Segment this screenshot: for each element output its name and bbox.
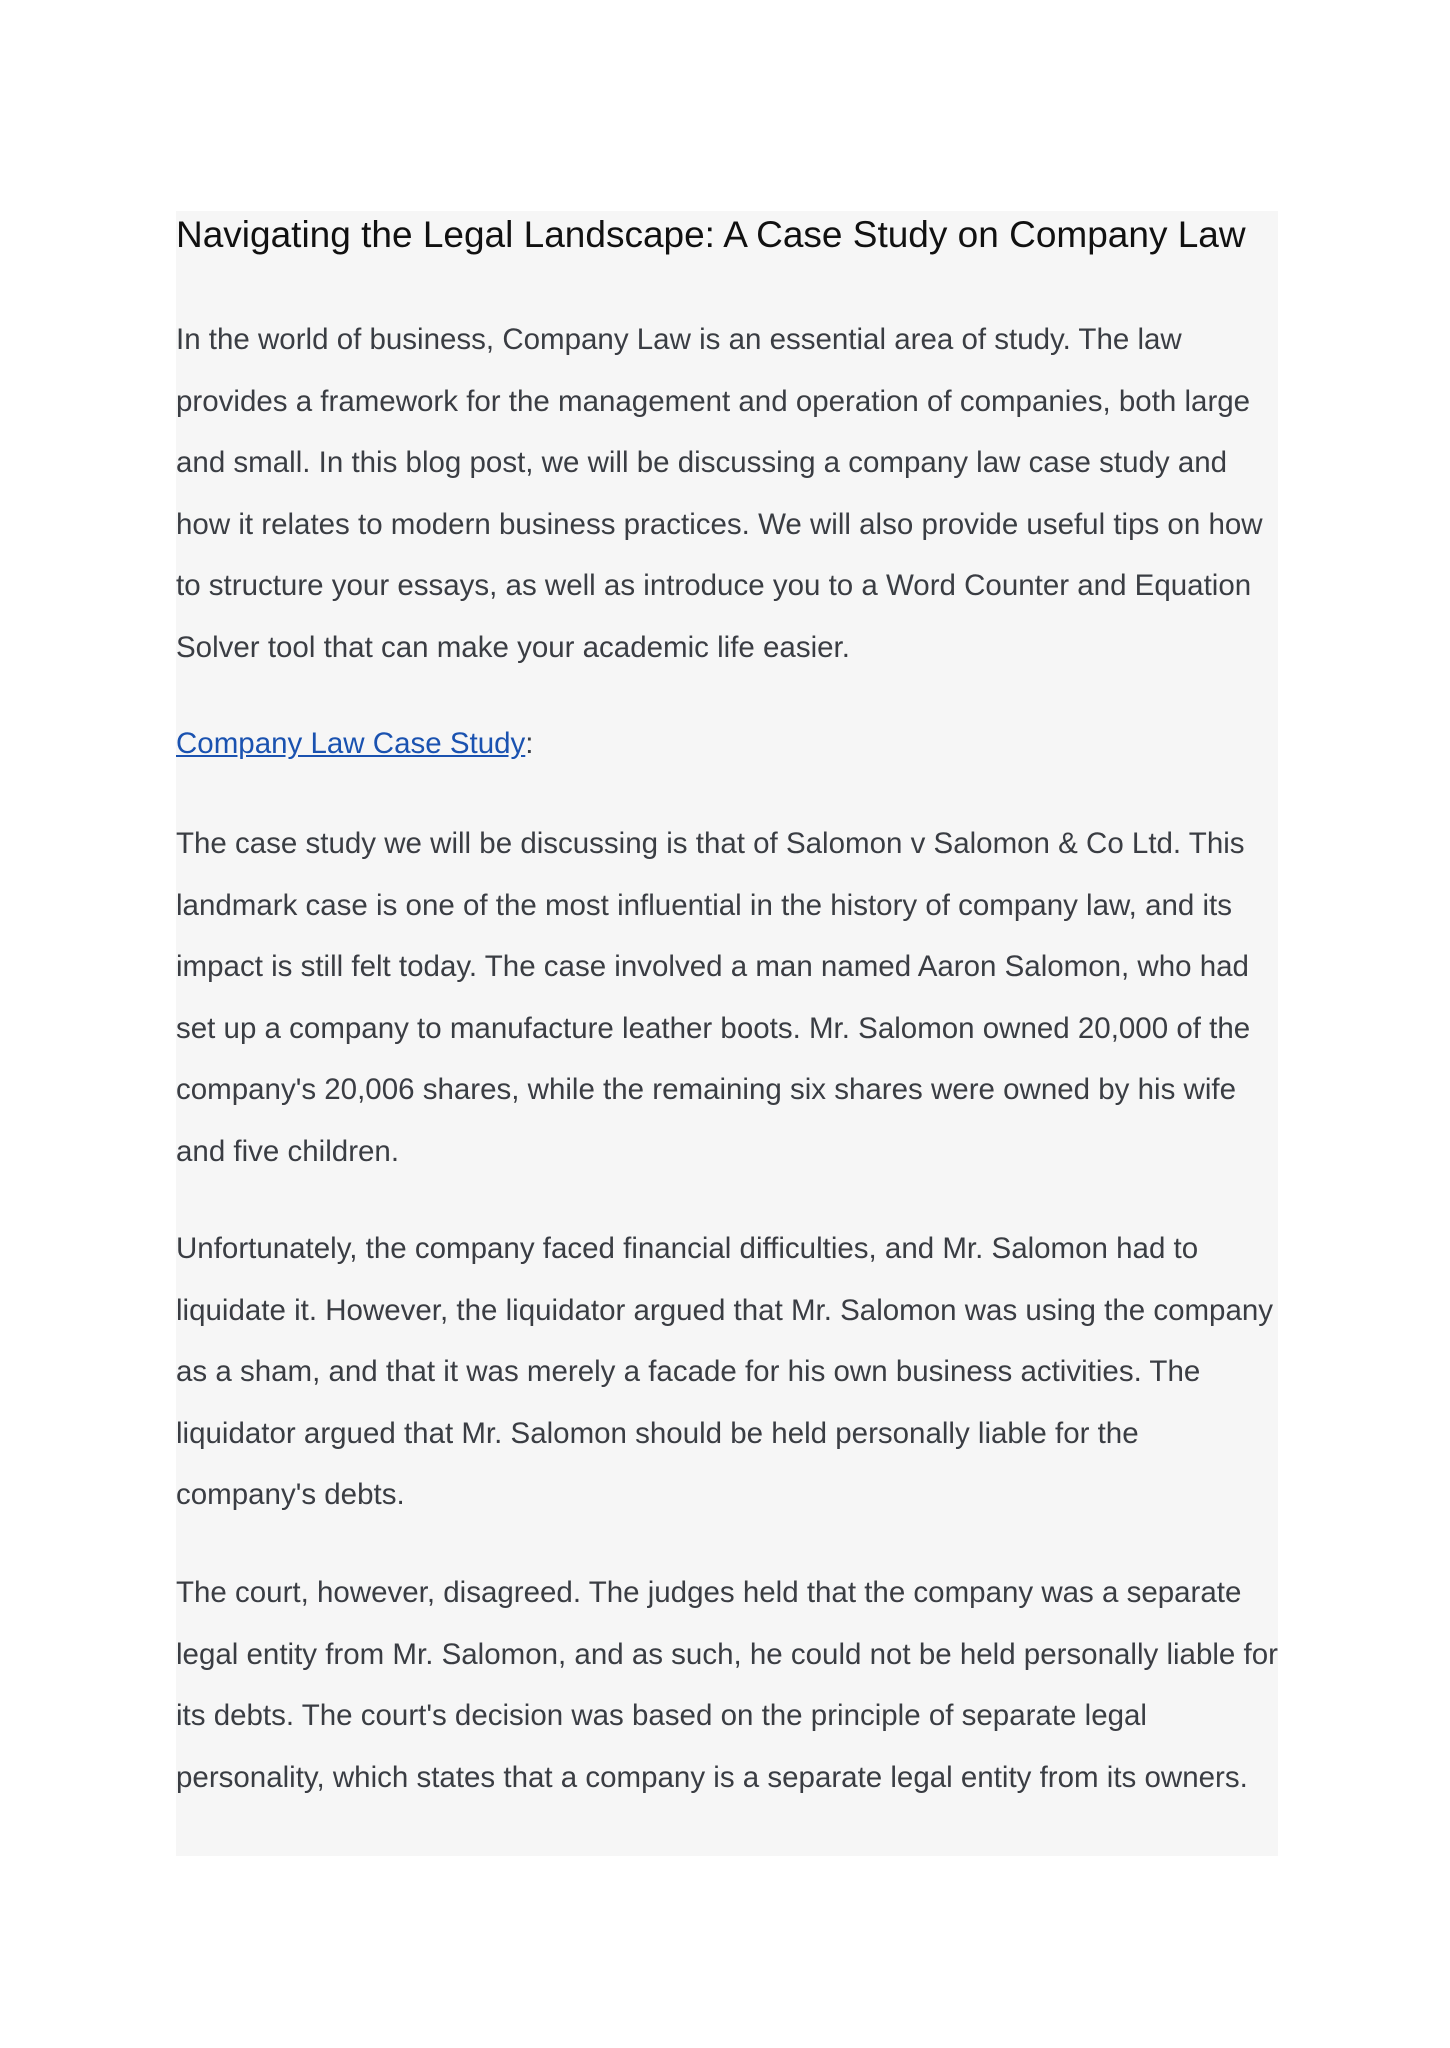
intro-paragraph: In the world of business, Company Law is an essential area of study. The law provides a framework for the management and operation of companies, both large and small. In this blog post, we will be discussing a company law case study and how it relates to modern business practices. We will also provide useful tips on how to structure your essays, as well as introduce you to a Word Counter and Equation Solver tool that can make your academic life easier.: [176, 323, 1263, 664]
page-title: Navigating the Legal Landscape: A Case Study on Company Law: [176, 214, 1246, 255]
case-intro-paragraph: The case study we will be discussing is that of Salomon v Salomon & Co Ltd. This landmark case is one of the most influential in the history of company law, and its impact is still felt today. The case involved a man named Aaron Salomon, who had set up a company to manufacture leather boots. Mr. Salomon owned 20,000 of the company's 20,006 shares, while the remaining six shares were owned by his wife and five children.: [176, 827, 1251, 1168]
difficulties-paragraph: Unfortunately, the company faced financial difficulties, and Mr. Salomon had to liquidate it. However, the liquidator argued that Mr. Salomon was using the company as a sham, and that it was merely a facade for his own business activities. The liquidator argued that Mr. Salomon should be held personally liable for the company's debts.: [176, 1232, 1274, 1511]
court-decision-paragraph: The court, however, disagreed. The judges held that the company was a separate legal entity from Mr. Salomon, and as such, he could not be held personally liable for its debts. The court's decision was based on the principle of separate legal personality, which states that a company is a separate legal entity from its owners.: [176, 1576, 1278, 1794]
case-study-link[interactable]: Company Law Case Study: [176, 727, 526, 760]
subheading-colon: :: [525, 727, 534, 760]
case-study-subheading: [176, 713, 1280, 775]
